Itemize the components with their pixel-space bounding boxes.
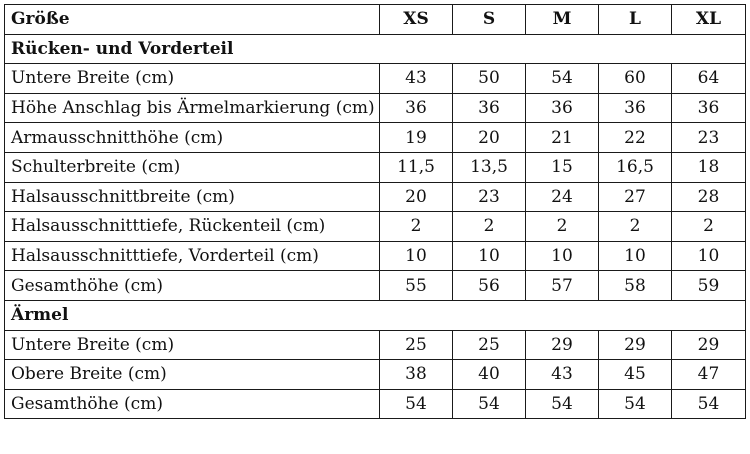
table-cell: 10 bbox=[453, 241, 526, 271]
table-cell: 23 bbox=[672, 123, 746, 153]
table-row bbox=[5, 271, 746, 301]
size-table bbox=[4, 4, 746, 419]
table-cell: 29 bbox=[526, 330, 599, 360]
header-size-s: S bbox=[453, 5, 526, 35]
section-row bbox=[5, 300, 746, 330]
row-label: Gesamthöhe (cm) bbox=[5, 271, 380, 301]
table-row bbox=[5, 330, 746, 360]
table-cell: 36 bbox=[526, 93, 599, 123]
row-label: Obere Breite (cm) bbox=[5, 360, 380, 390]
table-cell: 24 bbox=[526, 182, 599, 212]
row-label: Halsausschnittbreite (cm) bbox=[5, 182, 380, 212]
table-cell: 10 bbox=[672, 241, 746, 271]
table-row bbox=[5, 389, 746, 419]
table-cell: 22 bbox=[599, 123, 672, 153]
header-row bbox=[5, 5, 746, 35]
table-row bbox=[5, 123, 746, 153]
table-cell: 64 bbox=[672, 64, 746, 94]
table-body bbox=[5, 34, 746, 419]
table-cell: 43 bbox=[526, 360, 599, 390]
table-row bbox=[5, 64, 746, 94]
row-label: Halsausschnitttiefe, Vorderteil (cm) bbox=[5, 241, 380, 271]
table-cell: 29 bbox=[672, 330, 746, 360]
row-label: Gesamthöhe (cm) bbox=[5, 389, 380, 419]
table-cell: 60 bbox=[599, 64, 672, 94]
table-cell: 55 bbox=[380, 271, 453, 301]
row-label: Schulterbreite (cm) bbox=[5, 152, 380, 182]
table-cell: 27 bbox=[599, 182, 672, 212]
table-cell: 21 bbox=[526, 123, 599, 153]
table-cell: 45 bbox=[599, 360, 672, 390]
table-cell: 16,5 bbox=[599, 152, 672, 182]
table-cell: 20 bbox=[453, 123, 526, 153]
row-label: Untere Breite (cm) bbox=[5, 64, 380, 94]
header-label: Größe bbox=[5, 5, 380, 35]
header-size-m: M bbox=[526, 5, 599, 35]
section-row bbox=[5, 34, 746, 64]
table-cell: 47 bbox=[672, 360, 746, 390]
header-size-xs: XS bbox=[380, 5, 453, 35]
header-size-xl: XL bbox=[672, 5, 746, 35]
table-cell: 36 bbox=[672, 93, 746, 123]
table-cell: 54 bbox=[526, 64, 599, 94]
table-cell: 29 bbox=[599, 330, 672, 360]
table-cell: 54 bbox=[599, 389, 672, 419]
table-cell: 20 bbox=[380, 182, 453, 212]
table-cell: 36 bbox=[380, 93, 453, 123]
table-cell: 2 bbox=[526, 212, 599, 242]
row-label: Halsausschnitttiefe, Rückenteil (cm) bbox=[5, 212, 380, 242]
table-cell: 54 bbox=[380, 389, 453, 419]
section-title: Rücken- und Vorderteil bbox=[5, 34, 746, 64]
table-cell: 59 bbox=[672, 271, 746, 301]
table-cell: 10 bbox=[599, 241, 672, 271]
table-cell: 28 bbox=[672, 182, 746, 212]
table-row bbox=[5, 93, 746, 123]
table-row bbox=[5, 360, 746, 390]
table-cell: 25 bbox=[453, 330, 526, 360]
table-cell: 50 bbox=[453, 64, 526, 94]
table-cell: 19 bbox=[380, 123, 453, 153]
header-size-l: L bbox=[599, 5, 672, 35]
row-label: Untere Breite (cm) bbox=[5, 330, 380, 360]
table-row bbox=[5, 212, 746, 242]
table-cell: 10 bbox=[380, 241, 453, 271]
table-cell: 15 bbox=[526, 152, 599, 182]
table-cell: 54 bbox=[453, 389, 526, 419]
table-row bbox=[5, 241, 746, 271]
table-cell: 58 bbox=[599, 271, 672, 301]
table-cell: 23 bbox=[453, 182, 526, 212]
table-cell: 56 bbox=[453, 271, 526, 301]
table-cell: 36 bbox=[599, 93, 672, 123]
table-cell: 54 bbox=[526, 389, 599, 419]
table-row bbox=[5, 152, 746, 182]
table-cell: 2 bbox=[599, 212, 672, 242]
table-cell: 10 bbox=[526, 241, 599, 271]
table-row bbox=[5, 182, 746, 212]
table-cell: 36 bbox=[453, 93, 526, 123]
table-cell: 2 bbox=[453, 212, 526, 242]
table-cell: 38 bbox=[380, 360, 453, 390]
section-title: Ärmel bbox=[5, 300, 746, 330]
table-cell: 13,5 bbox=[453, 152, 526, 182]
table-cell: 11,5 bbox=[380, 152, 453, 182]
table-cell: 2 bbox=[672, 212, 746, 242]
table-cell: 57 bbox=[526, 271, 599, 301]
table-cell: 18 bbox=[672, 152, 746, 182]
table-cell: 54 bbox=[672, 389, 746, 419]
row-label: Armausschnitthöhe (cm) bbox=[5, 123, 380, 153]
table-cell: 2 bbox=[380, 212, 453, 242]
table-cell: 25 bbox=[380, 330, 453, 360]
row-label: Höhe Anschlag bis Ärmelmarkierung (cm) bbox=[5, 93, 380, 123]
table-cell: 43 bbox=[380, 64, 453, 94]
table-cell: 40 bbox=[453, 360, 526, 390]
size-chart bbox=[4, 4, 746, 419]
